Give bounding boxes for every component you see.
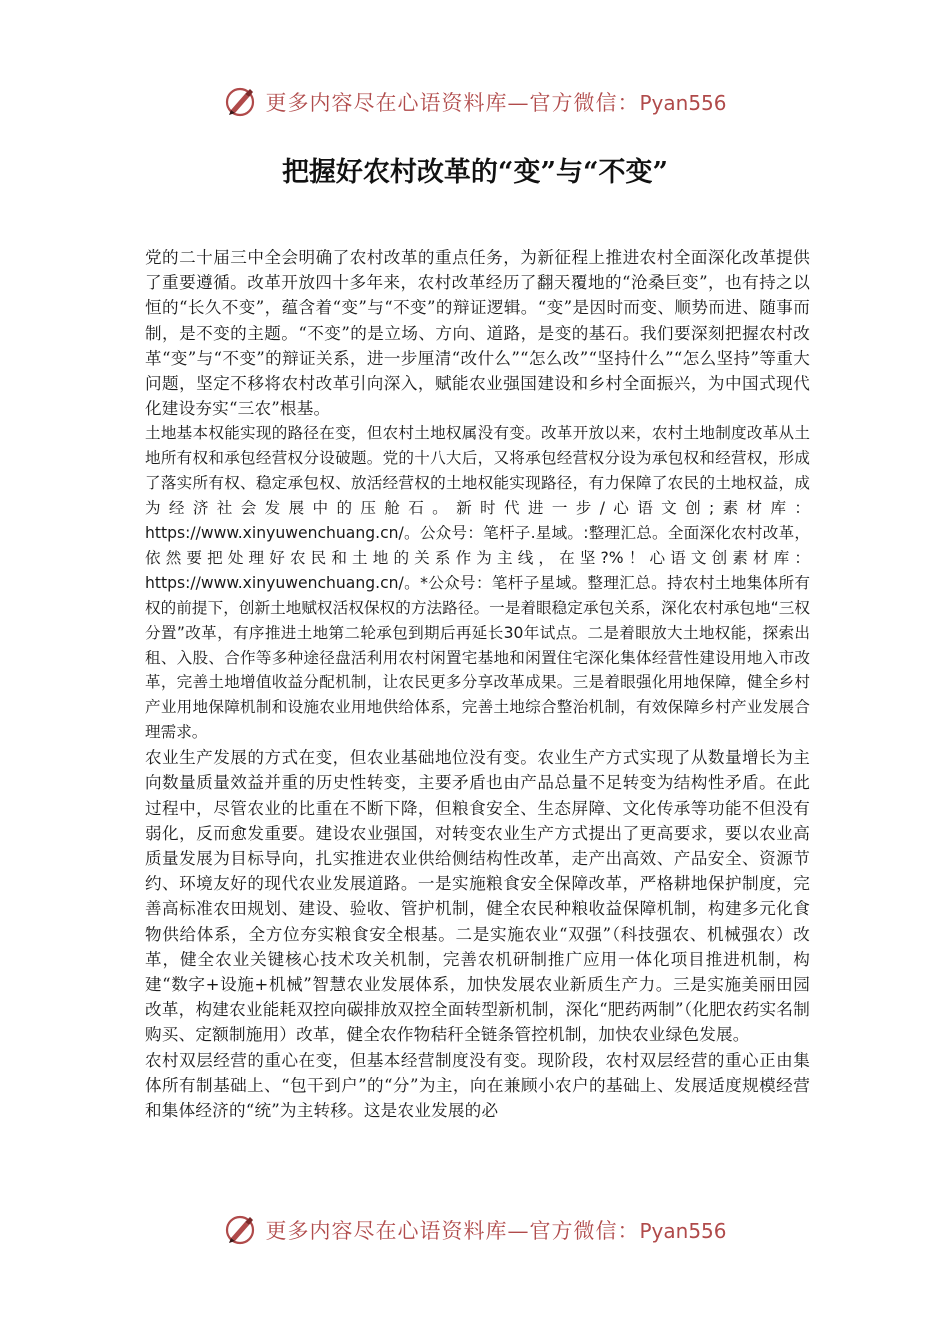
banner-slogan: 更多内容尽在心语资料库—官方微信： xyxy=(265,91,640,115)
pen-logo-icon xyxy=(223,1212,259,1248)
wechat-id: Pyan556 xyxy=(639,91,727,115)
article-body xyxy=(145,245,810,1123)
wechat-id: Pyan556 xyxy=(639,1219,727,1243)
banner-slogan: 更多内容尽在心语资料库—官方微信： xyxy=(265,1219,640,1243)
footer-banner xyxy=(0,1210,950,1250)
paragraph-intro: 党的二十届三中全会明确了农村改革的重点任务，为新征程上推进农村全面深化改革提供了重要遵循。改革开放四十多年来，农村改革经历了翻天覆地的“沧桑巨变”，也有持之以恒的“长久不变”，蕴含着“变”与“不变”的辩证逻辑。“变”是因时而变、顺势而进、随事而制，是不变的主题。“不变”的是立场、方向、道路，是变的基石。我们要深刻把握农村改革“变”与“不变”的辩证关系，进一步厘清“改什么”“怎么改”“坚持什么”“怎么坚持”等重大问题，坚定不移将农村改革引向深入，赋能农业强国建设和乡村全面振兴，为中国式现代化建设夯实“三农”根基。 xyxy=(145,248,810,419)
page-title: 把握好农村改革的“变”与“不变” xyxy=(281,157,669,188)
paragraph-land: 土地基本权能实现的路径在变，但农村土地权属没有变。改革开放以来，农村土地制度改革从土地所有权和承包经营权分设破题。党的十八大后，又将承包经营权分设为承包权和经营权，形成了落实所有权、稳定承包权、放活经营权的土地权能实现路径，有力保障了农民的土地权益，成为经济社会发展中的压舱石。新时代进一步/心语文创;素材库：https://www.xinyuwenchuang.cn/。公众号：笔杆子.星域。:整理汇总。全面深化农村改革，依然要把处理好农民和土地的关系作为主线，在坚?%！心语文创素材库：https://www.xinyuwenchuang.cn/。*公众号：笔杆子星域。整理汇总。持农村土地集体所有权的前提下，创新土地赋权活权保权的方法路径。一是着眼稳定承包关系，深化农村承包地“三权分置”改革，有序推进土地第二轮承包到期后再延长30年试点。二是着眼放大土地权能，探索出租、入股、合作等多种途径盘活利用农村闲置宅基地和闲置住宅深化集体经营性建设用地入市改革，完善土地增值收益分配机制，让农民更多分享改革成果。三是着眼强化用地保障，健全乡村产业用地保障机制和设施农业用地供给体系，完善土地综合整治机制，有效保障乡村产业发展合理需求。 xyxy=(145,424,810,742)
banner-text xyxy=(265,87,726,117)
paragraph-management: 农村双层经营的重心在变，但基本经营制度没有变。现阶段，农村双层经营的重心正由集体所有制基础上、“包干到户”的“分”为主，向在兼顾小农户的基础上、发展适度规模经营和集体经济的“统”为主转移。这是农业发展的必 xyxy=(145,1050,810,1121)
paragraph-agriculture: 农业生产发展的方式在变，但农业基础地位没有变。农业生产方式实现了从数量增长为主向数量质量效益并重的历史性转变，主要矛盾也由产品总量不足转变为结构性矛盾。在此过程中，尽管农业的比重在不断下降，但粮食安全、生态屏障、文化传承等功能不但没有弱化，反而愈发重要。建设农业强国，对转变农业生产方式提出了更高要求，要以农业高质量发展为目标导向，扎实推进农业供给侧结构性改革，走产出高效、产品安全、资源节约、环境友好的现代农业发展道路。一是实施粮食安全保障改革，严格耕地保护制度，完善高标准农田规划、建设、验收、管护机制，健全农民种粮收益保障机制，构建多元化食物供给体系，全方位夯实粮食安全根基。二是实施农业“双强”（科技强农、机械强农）改革，健全农业关键核心技术攻关机制，完善农机研制推广应用一体化项目推进机制，构建“数字+设施+机械”智慧农业发展体系，加快发展农业新质生产力。三是实施美丽田园改革，构建农业能耗双控向碳排放双控全面转型新机制，深化“肥药两制”（化肥农药实名制购买、定额制施用）改革，健全农作物秸秆全链条管控机制，加快农业绿色发展。 xyxy=(145,748,810,1045)
banner-text xyxy=(265,1215,726,1245)
header-banner xyxy=(0,82,950,122)
pen-logo-icon xyxy=(223,84,259,120)
